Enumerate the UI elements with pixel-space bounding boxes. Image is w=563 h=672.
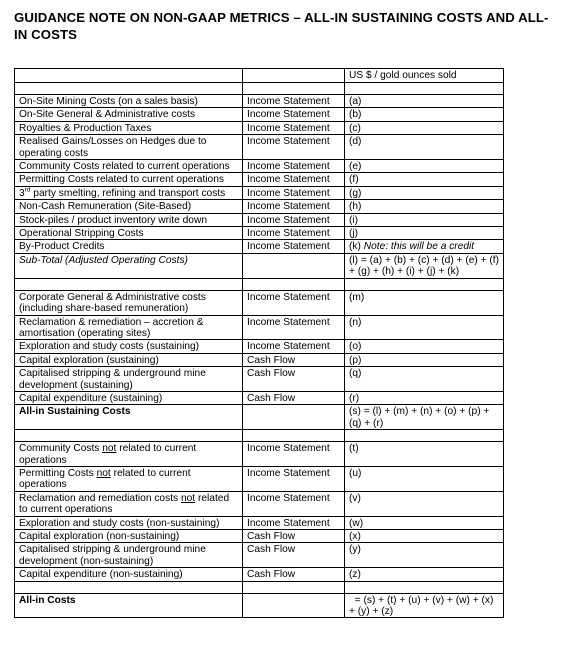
cost-item-text: Reclamation and remediation costs [19,492,181,504]
subtotal-source [243,253,345,278]
table-row [15,290,504,315]
units-header: US $ / gold ounces sold [345,69,504,83]
aisc-formula: (s) = (l) + (m) + (n) + (o) + (p) + (q) + (r) [345,405,504,430]
cost-item [15,491,243,516]
reference: (f) [345,173,504,186]
reference: (i) [345,213,504,226]
source: Income Statement [243,173,345,186]
cost-item-text: Capitalised stripping & underground mine development (non-sustaining) [19,544,206,567]
table-row [15,200,504,213]
cost-item: Exploration and study costs (sustaining) [15,340,243,353]
header-blank-1 [15,69,243,83]
cost-item-text: related to current operations [19,443,197,466]
cost-item [15,516,243,529]
source: Income Statement [243,160,345,173]
cost-table [14,68,504,618]
cost-item [15,466,243,491]
source: Income Statement [243,466,345,491]
reference: (e) [345,160,504,173]
spacer-row [15,430,504,442]
spacer-row [15,278,504,290]
spacer-row [15,581,504,593]
source: Income Statement [243,121,345,134]
table-row [15,391,504,404]
source: Income Statement [243,108,345,121]
cost-item: Operational Stripping Costs [15,227,243,240]
table-row [15,240,504,253]
cost-item-text: Permitting Costs [19,467,97,479]
subtotal-label: Sub-Total (Adjusted Operating Costs) [15,253,243,278]
aisc-label: All-in Sustaining Costs [15,405,243,430]
cost-item: On-Site General & Administrative costs [15,108,243,121]
cost-item-superscript: rd [24,186,31,194]
table-row [15,186,504,199]
reference: (w) [345,516,504,529]
aisc-row [15,405,504,430]
cost-item-emphasis: not [96,467,111,479]
reference: (h) [345,200,504,213]
cost-item: Reclamation & remediation – accretion & amortisation (operating sites) [15,315,243,340]
aic-label: All-in Costs [15,593,243,618]
reference-note: Note: this will be a credit [363,241,475,253]
cost-item [15,568,243,581]
reference: (x) [345,530,504,543]
reference: (p) [345,353,504,366]
reference: (z) [345,568,504,581]
cost-item: Capital exploration (sustaining) [15,353,243,366]
reference: (g) [345,186,504,199]
aic-row [15,593,504,618]
reference: (t) [345,442,504,467]
source: Cash Flow [243,543,345,568]
cost-item: On-Site Mining Costs (on a sales basis) [15,95,243,108]
aic-formula: = (s) + (t) + (u) + (v) + (w) + (x) + (y) + (z) [345,593,504,618]
table-row [15,213,504,226]
table-row [15,543,504,568]
cost-item [15,530,243,543]
source: Cash Flow [243,530,345,543]
cost-item: Realised Gains/Losses on Hedges due to operating costs [15,135,243,160]
spacer-row [15,83,504,95]
source: Cash Flow [243,391,345,404]
reference: (r) [345,391,504,404]
cost-item-text: Capital exploration (non-sustaining) [19,531,180,542]
source: Income Statement [243,290,345,315]
reference: (b) [345,108,504,121]
table-row [15,173,504,186]
reference: (u) [345,466,504,491]
source: Income Statement [243,227,345,240]
reference [345,240,504,253]
reference: (j) [345,227,504,240]
table-row [15,367,504,392]
aisc-source [243,405,345,430]
cost-item-text: Community Costs [19,443,103,455]
subtotal-row [15,253,504,278]
reference: (m) [345,290,504,315]
cost-item-text: Exploration and study costs (non-sustaining) [19,517,220,529]
cost-item-text: related to current operations [19,492,230,516]
aic-source [243,593,345,618]
source: Income Statement [243,213,345,226]
cost-item: Community Costs related to current operations [15,160,243,173]
cost-item [15,442,243,467]
source: Income Statement [243,200,345,213]
table-row [15,315,504,340]
table-row [15,227,504,240]
table-row [15,568,504,581]
source: Income Statement [243,516,345,529]
table-row [15,160,504,173]
source: Income Statement [243,186,345,199]
reference: (d) [345,135,504,160]
source: Income Statement [243,135,345,160]
table-row [15,353,504,366]
table-row [15,108,504,121]
source: Income Statement [243,95,345,108]
table-row [15,530,504,543]
source: Income Statement [243,491,345,516]
cost-item-emphasis: not [180,492,196,504]
table-row [15,95,504,108]
table-row [15,442,504,467]
table-row [15,121,504,134]
table-row [15,135,504,160]
reference: (q) [345,367,504,392]
source: Income Statement [243,442,345,467]
cost-item-prefix: 3 [19,187,25,199]
cost-item: Capitalised stripping & underground mine development (sustaining) [15,367,243,392]
cost-item [15,543,243,568]
cost-item-text: Capital expenditure (non-sustaining) [19,569,183,581]
table-row [15,516,504,529]
reference: (c) [345,121,504,134]
document-title: GUIDANCE NOTE ON NON-GAAP METRICS – ALL-IN SUSTAINING COSTS AND ALL-IN COSTS [14,10,549,42]
subtotal-formula: (l) = (a) + (b) + (c) + (d) + (e) + (f) + (g) + (h) + (i) + (j) + (k) [345,253,504,278]
cost-item: Non-Cash Remuneration (Site-Based) [15,200,243,213]
source: Income Statement [243,315,345,340]
table-row [15,491,504,516]
cost-item: Corporate General & Administrative costs (including share-based remuneration) [15,290,243,315]
header-blank-2 [243,69,345,83]
cost-item: By-Product Credits [15,240,243,253]
cost-item [15,186,243,199]
cost-item-text: party smelting, refining and transport costs [30,187,226,199]
source: Cash Flow [243,568,345,581]
cost-item-emphasis: not [102,443,117,455]
cost-item: Royalties & Production Taxes [15,121,243,134]
reference: (v) [345,491,504,516]
reference: (a) [345,95,504,108]
reference: (y) [345,543,504,568]
source: Cash Flow [243,367,345,392]
header-row [15,69,504,83]
table-row [15,340,504,353]
reference: (n) [345,315,504,340]
reference-letter: (k) [349,241,364,253]
reference: (o) [345,340,504,353]
source: Income Statement [243,240,345,253]
cost-item: Stock-piles / product inventory write down [15,213,243,226]
cost-item-text: related to current operations [19,467,191,491]
table-row [15,466,504,491]
cost-item: Capital expenditure (sustaining) [15,391,243,404]
source: Income Statement [243,340,345,353]
cost-item: Permitting Costs related to current operations [15,173,243,186]
source: Cash Flow [243,353,345,366]
